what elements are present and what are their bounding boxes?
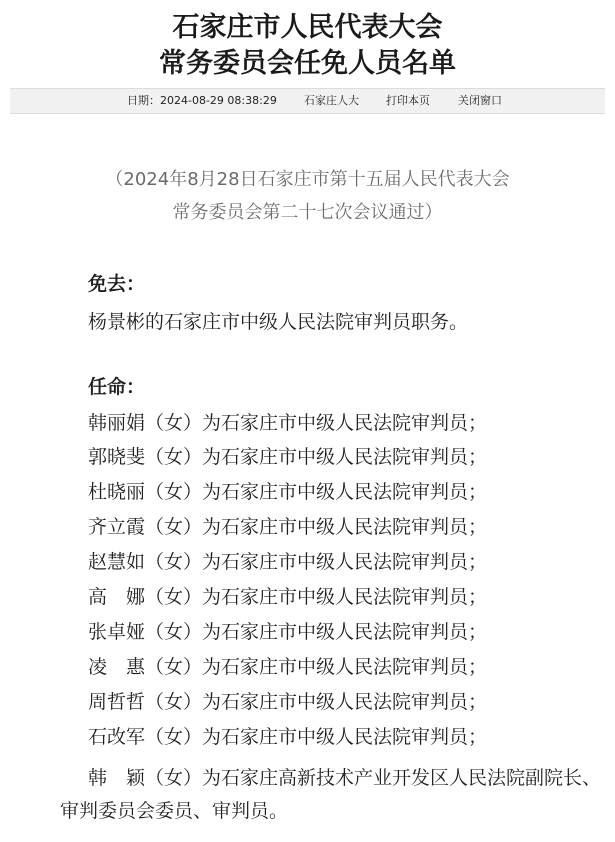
appointment-item: 石改军（女）为石家庄市中级人民法院审判员； (88, 726, 488, 748)
print-page-link[interactable]: 打印本页 (386, 94, 430, 107)
appointment-item: 韩丽娟（女）为石家庄市中级人民法院审判员； (88, 412, 488, 434)
page-title (0, 10, 615, 82)
appointment-item: 杜晓丽（女）为石家庄市中级人民法院审判员； (88, 481, 488, 503)
meta-bar (10, 88, 605, 114)
title-line-1: 石家庄市人民代表大会 (172, 12, 443, 43)
removal-heading: 免去： (88, 273, 146, 295)
appointment-item: 高 娜（女）为石家庄市中级人民法院审判员； (88, 586, 488, 608)
source-label: 石家庄人大 (304, 94, 359, 107)
publish-date: 日期：2024-08-29 08:38:29 (127, 94, 277, 107)
meeting-note-line-1: （2024年8月28日石家庄市第十五届人民代表大会 (105, 169, 510, 190)
appointment-item: 周哲哲（女）为石家庄市中级人民法院审判员； (88, 691, 488, 713)
appointment-item: 赵慧如（女）为石家庄市中级人民法院审判员； (88, 551, 488, 573)
appointment-item: 凌 惠（女）为石家庄市中级人民法院审判员； (88, 656, 488, 678)
meeting-note-line-2: 常务委员会第二十七次会议通过） (172, 202, 443, 223)
removal-item: 杨景彬的石家庄市中级人民法院审判员职务。 (88, 311, 469, 333)
title-line-2: 常务委员会任免人员名单 (159, 48, 456, 79)
appointment-heading: 任命： (88, 376, 146, 398)
appointment-item: 张卓娅（女）为石家庄市中级人民法院审判员； (88, 621, 488, 643)
close-window-link[interactable]: 关闭窗口 (458, 94, 502, 107)
appointment-item: 郭晓斐（女）为石家庄市中级人民法院审判员； (88, 446, 488, 468)
meeting-note (0, 163, 615, 229)
appointment-item: 齐立霞（女）为石家庄市中级人民法院审判员； (88, 516, 488, 538)
appointment-item: 韩 颖（女）为石家庄高新技术产业开发区人民法院副院长、审判委员会委员、审判员。 (60, 767, 602, 822)
